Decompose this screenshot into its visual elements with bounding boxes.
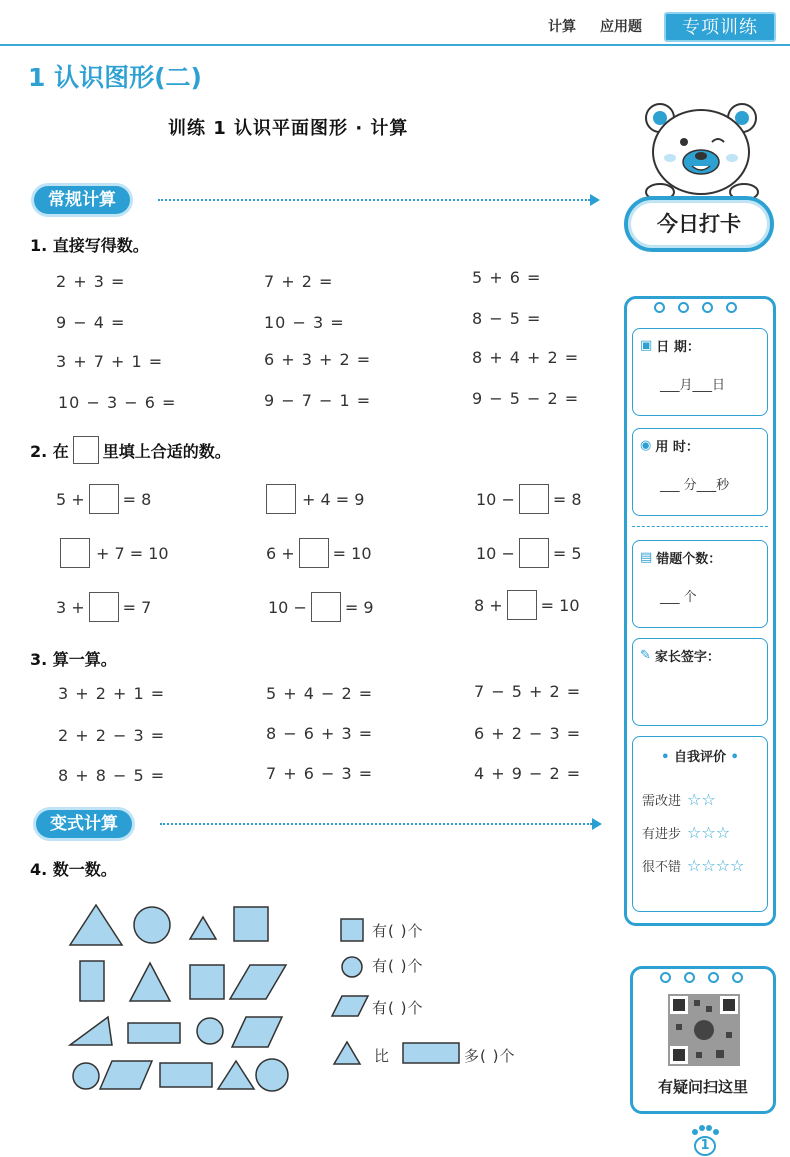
section-variant-pill: 变式计算 bbox=[36, 810, 132, 838]
q2-text: 10 − bbox=[476, 543, 515, 563]
triangle-shape bbox=[70, 905, 122, 945]
header-badge: 专项训练 bbox=[664, 12, 776, 42]
binder-ring bbox=[678, 302, 689, 313]
q1-grid bbox=[56, 268, 596, 432]
circle-shape bbox=[134, 907, 170, 943]
answer-box[interactable] bbox=[266, 484, 296, 514]
parallelogram-shape bbox=[230, 965, 286, 999]
rectangle-shape bbox=[80, 961, 104, 1001]
q2-item bbox=[474, 590, 580, 620]
q2-item bbox=[56, 484, 151, 514]
q1-title: 1. 直接写得数。 bbox=[30, 236, 149, 255]
q1-expr: 9 − 4 = bbox=[56, 313, 126, 332]
star-icon[interactable]: ☆☆☆ bbox=[687, 823, 731, 842]
q2-item bbox=[266, 538, 372, 568]
q3-expr: 6 + 2 − 3 = bbox=[474, 724, 582, 743]
sign-row bbox=[640, 646, 720, 665]
q1-expr: 5 + 6 = bbox=[472, 268, 542, 287]
q1-expr: 8 + 4 + 2 = bbox=[472, 348, 580, 367]
square-shape bbox=[234, 907, 268, 941]
triangle-shape bbox=[190, 917, 216, 939]
q1-expr: 10 − 3 = bbox=[264, 313, 345, 332]
arrow-right-icon bbox=[592, 818, 602, 830]
binder-ring bbox=[732, 972, 743, 983]
q2-text: 10 − bbox=[268, 597, 307, 617]
q3-expr: 3 + 2 + 1 = bbox=[58, 684, 166, 703]
q2-text: = 9 bbox=[344, 597, 374, 617]
answer-box[interactable] bbox=[311, 592, 341, 622]
q2-text: + 4 = 9 bbox=[302, 489, 365, 509]
count-circle-text: 有( )个 bbox=[372, 957, 424, 975]
eval-title: • 自我评价 • bbox=[661, 750, 739, 765]
eval-label: 有进步 bbox=[642, 827, 682, 842]
q2-item bbox=[476, 484, 582, 514]
q2-title bbox=[30, 436, 231, 464]
divider bbox=[632, 526, 768, 527]
chapter-title: 1 认识图形(二) bbox=[28, 63, 202, 92]
square-icon bbox=[340, 918, 364, 942]
q3-expr: 2 + 2 − 3 = bbox=[58, 726, 166, 745]
rectangle-shape bbox=[160, 1063, 212, 1087]
section-regular-pill: 常规计算 bbox=[34, 186, 130, 214]
triangle-shape bbox=[130, 963, 170, 1001]
time-label: 用 时： bbox=[655, 440, 699, 455]
q3-expr: 8 − 6 + 3 = bbox=[266, 724, 374, 743]
q2-text: 8 + bbox=[474, 595, 503, 615]
q1-expr: 2 + 3 = bbox=[56, 272, 126, 291]
q2-item bbox=[268, 592, 374, 622]
qr-caption: 有疑问扫这里 bbox=[657, 1078, 748, 1096]
q2-text: = 5 bbox=[552, 543, 582, 563]
parallelogram-shape bbox=[232, 1017, 282, 1047]
calendar-icon: ▣ bbox=[640, 338, 653, 353]
circle-shape bbox=[197, 1018, 223, 1044]
q2-title-post: 里填上合适的数。 bbox=[102, 441, 231, 461]
eval-label: 需改进 bbox=[642, 794, 682, 809]
answer-box[interactable] bbox=[299, 538, 329, 568]
q3-expr: 8 + 8 − 5 = bbox=[58, 766, 166, 785]
q2-text: = 7 bbox=[122, 597, 152, 617]
errors-row bbox=[640, 548, 721, 567]
section-regular-dots bbox=[158, 199, 590, 201]
q2-text: 10 − bbox=[476, 489, 515, 509]
qr-code-icon[interactable] bbox=[666, 992, 742, 1068]
shapes-figure bbox=[60, 895, 300, 1095]
star-icon[interactable]: ☆☆☆☆ bbox=[687, 856, 745, 875]
binder-ring bbox=[702, 302, 713, 313]
eval-item bbox=[642, 823, 730, 842]
parallelogram-shape bbox=[100, 1061, 152, 1089]
rectangle-icon bbox=[402, 1042, 460, 1064]
q3-expr: 5 + 4 − 2 = bbox=[266, 684, 374, 703]
q2-text: = 8 bbox=[122, 489, 152, 509]
eval-item bbox=[642, 856, 744, 875]
q3-expr: 7 − 5 + 2 = bbox=[474, 682, 582, 701]
bear-mascot-icon bbox=[640, 96, 764, 200]
circle-shape bbox=[256, 1059, 288, 1091]
q2-text: = 10 bbox=[540, 595, 580, 615]
star-icon[interactable]: ☆☆ bbox=[687, 790, 716, 809]
errors-value: ___ 个 bbox=[660, 590, 697, 605]
sign-label: 家长签字： bbox=[654, 650, 720, 665]
q1-expr: 10 − 3 − 6 = bbox=[58, 393, 177, 412]
q2-item bbox=[56, 592, 151, 622]
time-row bbox=[640, 436, 699, 455]
q4-title: 4. 数一数。 bbox=[30, 860, 117, 879]
date-value: ___月___日 bbox=[660, 378, 726, 393]
q1-expr: 6 + 3 + 2 = bbox=[264, 350, 372, 369]
answer-box[interactable] bbox=[519, 484, 549, 514]
q2-text: 6 + bbox=[266, 543, 295, 563]
q1-expr: 9 − 7 − 1 = bbox=[264, 391, 372, 410]
answer-box[interactable] bbox=[89, 592, 119, 622]
eval-item bbox=[642, 790, 716, 809]
notebook-icon: ▤ bbox=[640, 550, 653, 565]
q2-text: = 8 bbox=[552, 489, 582, 509]
eye-icon: ◉ bbox=[640, 438, 652, 453]
pen-icon: ✎ bbox=[640, 648, 651, 663]
checkin-banner: 今日打卡 bbox=[624, 196, 774, 252]
arrow-right-icon bbox=[590, 194, 600, 206]
q2-text: 5 + bbox=[56, 489, 85, 509]
q2-title-box bbox=[73, 436, 99, 464]
header-rule bbox=[0, 44, 790, 46]
binder-ring bbox=[654, 302, 665, 313]
header-tag-word-problems: 应用题 bbox=[600, 19, 642, 35]
rectangle-shape bbox=[128, 1023, 180, 1043]
errors-label: 错题个数： bbox=[656, 552, 722, 567]
date-label: 日 期： bbox=[656, 340, 700, 355]
section-variant-dots bbox=[160, 823, 592, 825]
q2-item bbox=[476, 538, 582, 568]
answer-box[interactable] bbox=[507, 590, 537, 620]
binder-ring bbox=[660, 972, 671, 983]
q2-item bbox=[60, 538, 169, 568]
circle-shape bbox=[73, 1063, 99, 1089]
eval-title-text: 自我评价 bbox=[673, 750, 726, 765]
parallelogram-icon bbox=[330, 994, 370, 1018]
count-para-text: 有( )个 bbox=[372, 999, 424, 1017]
q1-expr: 7 + 2 = bbox=[264, 272, 334, 291]
q1-expr: 3 + 7 + 1 = bbox=[56, 352, 164, 371]
binder-ring bbox=[684, 972, 695, 983]
q3-grid bbox=[58, 684, 598, 784]
count-square-text: 有( )个 bbox=[372, 922, 424, 940]
q1-expr: 9 − 5 − 2 = bbox=[472, 389, 580, 408]
square-shape bbox=[190, 965, 224, 999]
q2-text: = 10 bbox=[332, 543, 372, 563]
page-number: 1 bbox=[700, 1138, 710, 1153]
q3-expr: 7 + 6 − 3 = bbox=[266, 764, 374, 783]
circle-icon bbox=[340, 955, 364, 979]
answer-box[interactable] bbox=[519, 538, 549, 568]
q2-text: 3 + bbox=[56, 597, 85, 617]
header-tag-calc: 计算 bbox=[548, 19, 576, 35]
compare-mid-text: 比 bbox=[374, 1047, 391, 1065]
triangle-shape bbox=[218, 1061, 254, 1089]
time-value: ___ 分___秒 bbox=[660, 478, 730, 493]
eval-label: 很不错 bbox=[642, 860, 682, 875]
q2-text: + 7 = 10 bbox=[96, 543, 169, 563]
q2-item bbox=[266, 484, 364, 514]
q3-title: 3. 算一算。 bbox=[30, 650, 117, 669]
page-subtitle: 训练 1 认识平面图形 · 计算 bbox=[168, 118, 409, 139]
triangle-icon bbox=[332, 1040, 362, 1066]
compare-end-text: 多( )个 bbox=[464, 1047, 516, 1065]
q3-expr: 4 + 9 − 2 = bbox=[474, 764, 582, 783]
binder-ring bbox=[708, 972, 719, 983]
answer-box[interactable] bbox=[89, 484, 119, 514]
date-row bbox=[640, 336, 700, 355]
triangle-shape bbox=[70, 1017, 112, 1045]
q1-expr: 8 − 5 = bbox=[472, 309, 542, 328]
answer-box[interactable] bbox=[60, 538, 90, 568]
binder-ring bbox=[726, 302, 737, 313]
q2-title-pre: 2. 在 bbox=[30, 441, 69, 461]
